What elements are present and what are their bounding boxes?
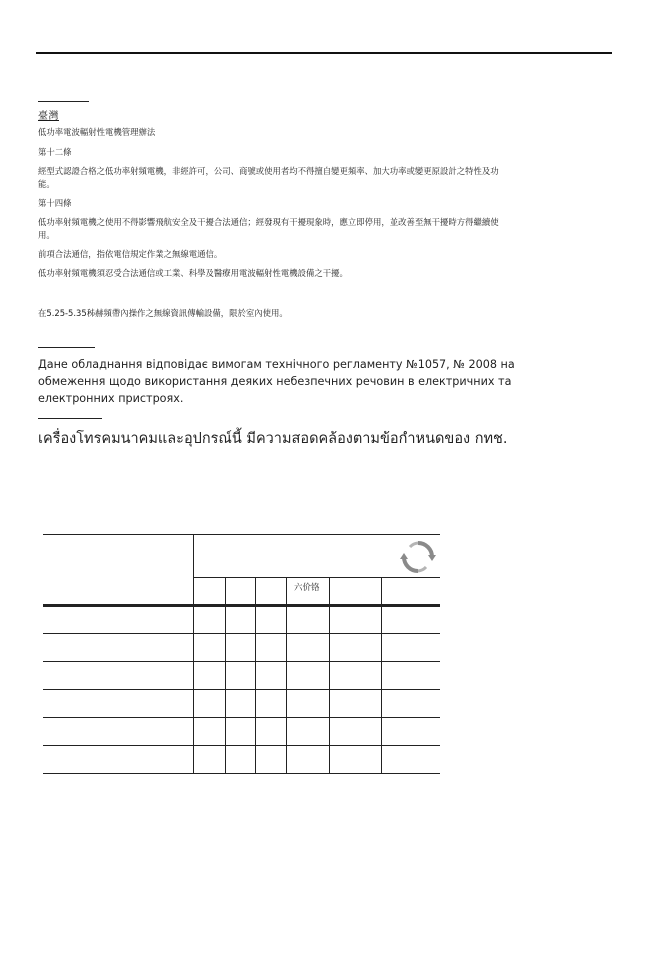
taiwan-line: 前項合法通信，指依電信規定作業之無線電通信。 xyxy=(38,249,223,259)
taiwan-line: 用。 xyxy=(38,230,55,240)
taiwan-line: 能。 xyxy=(38,179,55,189)
recycle-icon xyxy=(398,537,438,577)
taiwan-band-note: 在5.25-5.35秭赫頻帶內操作之無線資訊傳輸設備，限於室內使用。 xyxy=(38,308,288,318)
table-top-border xyxy=(43,534,440,535)
table-column-divider xyxy=(329,577,330,773)
table-column-divider xyxy=(381,577,382,773)
taiwan-line: 第十四條 xyxy=(38,198,72,208)
table-bottom-border xyxy=(43,773,440,774)
taiwan-line: 低功率射頻電機須忍受合法通信或工業、科學及醫療用電波輻射性電機設備之干擾。 xyxy=(38,268,348,278)
taiwan-heading: 臺灣 xyxy=(38,111,59,122)
thailand-statement: เครื่องโทรคมนาคมและอุปกรณ์นี้ มีความสอดคล้องตามข้อกำหนดของ กทช. xyxy=(38,431,508,447)
table-column-divider xyxy=(193,534,194,773)
table-column-divider xyxy=(225,577,226,773)
taiwan-line: 經型式認證合格之低功率射頻電機，非經許可，公司、商號或使用者均不得擅自變更頻率、加大功率或變更原設計之特性及功 xyxy=(38,166,499,176)
table-header-divider xyxy=(193,577,440,578)
taiwan-line: 低功率電波輻射性電機管理辦法 xyxy=(38,127,156,137)
table-column-divider xyxy=(286,577,287,773)
ukraine-statement: Дане обладнання відповідає вимогам технічного регламенту №1057, № 2008 на обмеження щодо використання деяких небезпечних речовин в електричних та електронних пристроях. xyxy=(38,358,515,405)
taiwan-line: 低功率射頻電機之使用不得影響飛航安全及干擾合法通信；經發現有干擾現象時，應立即停用，並改善至無干擾時方得繼續使 xyxy=(38,217,499,227)
taiwan-line: 第十二條 xyxy=(38,147,72,157)
table-column-divider xyxy=(255,577,256,773)
table-header-hexavalent-chromium: 六价铬 xyxy=(294,583,320,593)
